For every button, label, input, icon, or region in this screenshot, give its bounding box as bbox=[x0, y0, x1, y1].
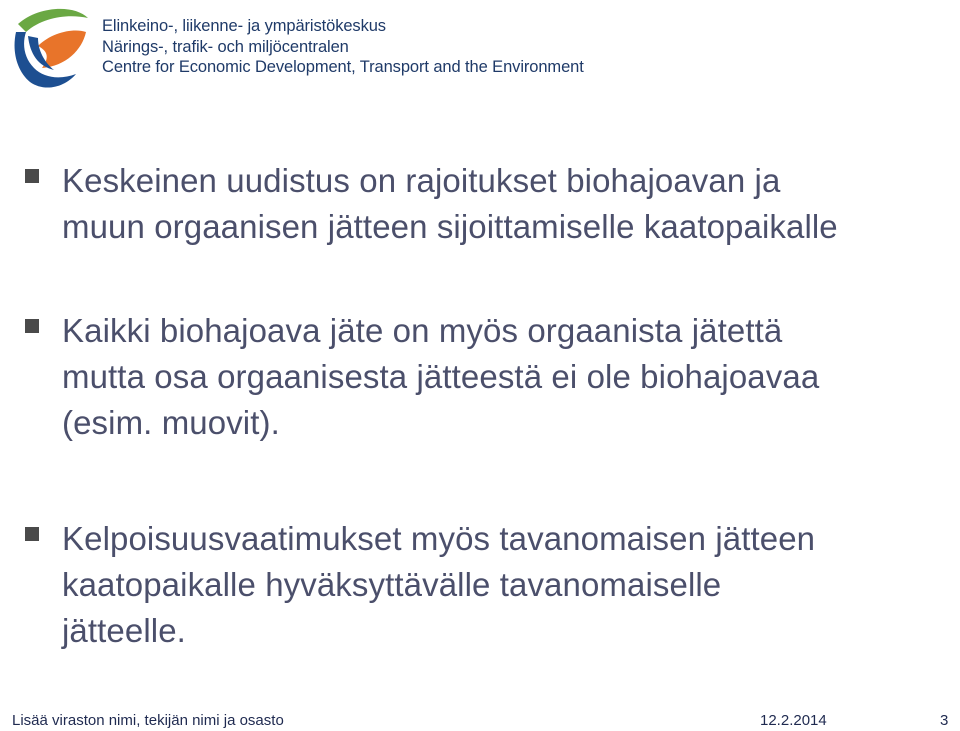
bullet-line: (esim. muovit). bbox=[62, 404, 280, 441]
bullet-text bbox=[62, 158, 952, 250]
bullet-line: mutta osa orgaanisesta jätteestä ei ole biohajoavaa bbox=[62, 358, 820, 395]
bullet-line: muun orgaanisen jätteen sijoittamiselle kaatopaikalle bbox=[62, 208, 838, 245]
bullet-text bbox=[62, 308, 952, 446]
footer-page-number: 3 bbox=[940, 712, 949, 729]
org-name-finnish: Elinkeino-, liikenne- ja ympäristökeskus bbox=[102, 17, 386, 35]
bullet-square-icon bbox=[25, 319, 39, 333]
footer-date: 12.2.2014 bbox=[760, 712, 827, 729]
bullet-line: kaatopaikalle hyväksyttävälle tavanomaiselle bbox=[62, 566, 722, 603]
bullet-square-icon bbox=[25, 169, 39, 183]
bullet-line: Kaikki biohajoava jäte on myös orgaanista jätettä bbox=[62, 312, 783, 349]
org-name-english: Centre for Economic Development, Transport and the Environment bbox=[102, 58, 584, 76]
bullet-text bbox=[62, 516, 952, 654]
bullet-square-icon bbox=[25, 527, 39, 541]
footer-organization-text: Lisää viraston nimi, tekijän nimi ja osasto bbox=[12, 712, 284, 729]
organization-names bbox=[102, 16, 584, 78]
ely-centre-logo-icon bbox=[8, 6, 90, 90]
bullet-line: Kelpoisuusvaatimukset myös tavanomaisen jätteen bbox=[62, 520, 816, 557]
org-name-swedish: Närings-, trafik- och miljöcentralen bbox=[102, 37, 349, 56]
bullet-line: jätteelle. bbox=[62, 612, 186, 649]
bullet-line: Keskeinen uudistus on rajoitukset biohajoavan ja bbox=[62, 162, 781, 199]
